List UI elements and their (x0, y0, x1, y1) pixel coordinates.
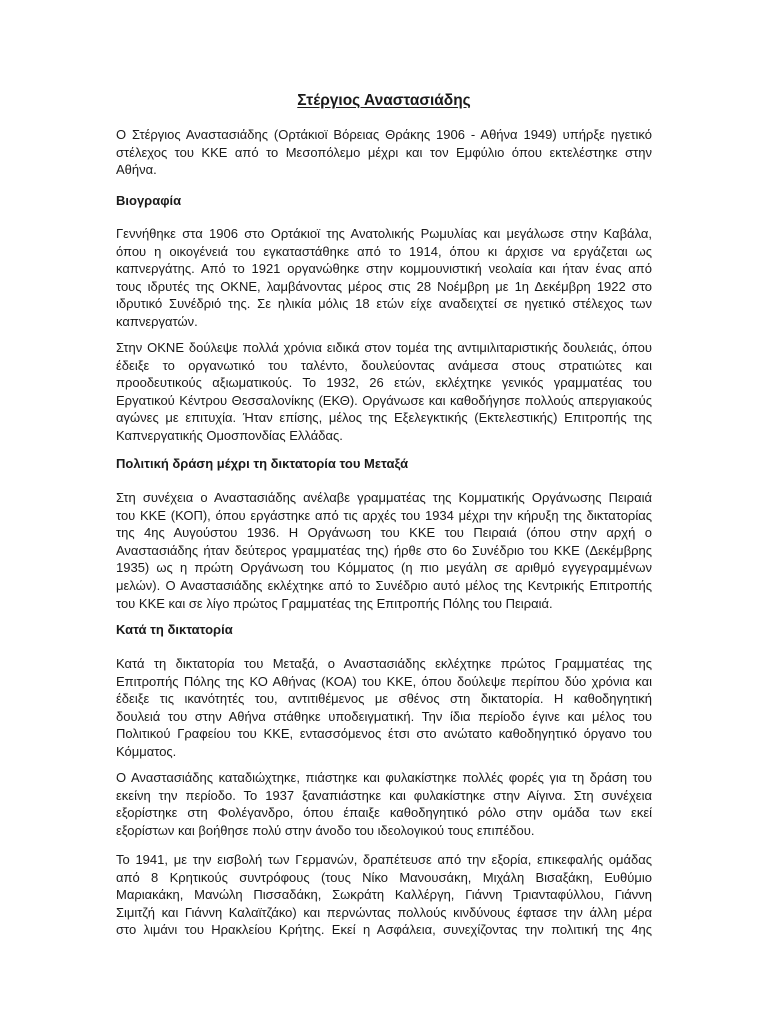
text-line: Γεννήθηκε στα 1906 στο Ορτάκιοϊ της Ανατολικής Ρωμυλίας και μεγάλωσε στην Καβάλα, (116, 226, 652, 241)
dictatorship-paragraph-2 (116, 769, 652, 839)
text-line: στέλεχος του ΚΚΕ από το Μεσοπόλεμο μέχρι και τον Εμφύλιο όπου εκτελέστηκε στην (116, 144, 652, 160)
section-heading-politics: Πολιτική δράση μέχρι τη δικτατορία του Μεταξά (116, 456, 409, 471)
text-line: έδειξε τις ικανότητές του, αντιτιθέμενος με σθένος στη δικτατορία. Η καθοδηγητική (116, 691, 652, 707)
text-line: Εργατικού Κέντρου Θεσσαλονίκης (ΕΚΘ). Οργάνωσε και καθοδήγησε πολλούς απεργιακούς (116, 392, 652, 408)
text-line: 1935) ως η πρώτη Οργάνωση του Κόμματος (η πιο μεγάλη σε αριθμό εγγεγραμμένων (116, 560, 652, 576)
text-line: Ο Αναστασιάδης καταδιώχτηκε, πιάστηκε και φυλακίστηκε πολλές φορές για τη δράση του (116, 770, 652, 785)
text-line: από 8 Κρητικούς συντρόφους (τους Νίκο Μανουσάκη, Μιχάλη Βισαξάκη, Ευθύμιο (116, 869, 652, 885)
text-line: του ΚΚΕ (ΚΟΠ), όπου εργάστηκε από τις αρχές του 1934 μέχρι την κήρυξη της δικτατορίας (116, 507, 652, 523)
text-line: καπνεργατών. (116, 313, 198, 329)
text-line: Πολιτικού Γραφείου του ΚΚΕ, εντασσόμενος έτσι στο ανώτατο καθοδηγητικό όργανο του (116, 726, 652, 742)
text-line: Κόμματος. (116, 743, 177, 759)
text-line: εξορίστηκε στη Φολέγανδρο, όπου έπαιξε καθοδηγητικό ρόλο στην ομάδα των εκεί (116, 805, 652, 821)
intro-paragraph (116, 126, 652, 179)
text-line: Μαριακάκη, Μανώλη Πισσαδάκη, Σωκράτη Καλλέργη, Γιάννη Τριανταφύλλου, Γιάννη (116, 887, 652, 903)
text-line: εκείνη την περίοδο. Το 1937 ξαναπιάστηκε και φυλακίστηκε στην Αίγινα. Στη συνέχεια (116, 787, 652, 803)
text-line: Στη συνέχεια ο Αναστασιάδης ανέλαβε γραμματέας της Κομματικής Οργάνωσης Πειραιά (116, 490, 652, 505)
dictatorship-paragraph-3 (116, 851, 652, 939)
document-title: Στέργιος Αναστασιάδης (297, 92, 471, 109)
document-page (116, 0, 652, 1024)
text-line: Επιτροπής Πόλης της ΚΟ Αθήνας (ΚΟΑ) του ΚΚΕ, όπου δούλεψε περίπου δύο χρόνια και (116, 673, 652, 689)
text-line: Αναστασιάδης ήταν δεύτερος γραμματέας της) ήρθε στο 6ο Συνέδριο του ΚΚΕ (Δεκέμβρης (116, 542, 652, 558)
text-line: ιδρυτικό Συνέδριό της. Σε ηλικία μόλις 18 ετών είχε αναδειχτεί σε ηγετικό στέλεχος των (116, 296, 652, 312)
text-line: στο λιμάνι του Ηρακλείου Κρήτης. Εκεί η Ασφάλεια, συνεχίζοντας την πολιτική της 4ης (116, 922, 652, 938)
text-line: της 4ης Αυγούστου 1936. Η Οργάνωση του ΚΚΕ του Πειραιά (όπου στην αρχή ο (116, 525, 652, 541)
text-line: Αθήνα. (116, 162, 157, 178)
text-line: εξορίστων και βοήθησε πολύ στην άνοδο του ιδεολογικού τους επιπέδου. (116, 822, 535, 838)
text-line: Κατά τη δικτατορία του Μεταξά, ο Αναστασιάδης εκλέχτηκε πρώτος Γραμματέας της (116, 656, 652, 671)
text-line: αγώνες με επιτυχία. Ήταν επίσης, μέλος της Εξελεγκτικής (Εκτελεστικής) Επιτροπής της (116, 410, 652, 426)
text-line: Το 1941, με την εισβολή των Γερμανών, δραπέτευσε από την εξορία, επικεφαλής ομάδας (116, 852, 652, 867)
text-line: τους ιδρυτές της ΟΚΝΕ, λαμβάνοντας μέρος στις 28 Νοέμβρη με 1η Δεκέμβρη 1922 στο (116, 278, 652, 294)
text-line: προοδευτικούς αξιωματικούς. Το 1932, 26 ετών, εκλέχτηκε γενικός γραμματέας του (116, 375, 652, 391)
text-line: Καπνεργατικής Ομοσπονδίας Ελλάδας. (116, 427, 343, 443)
text-line: Σιμιτζή και Γιάννη Καλαϊτζάκο) και περνώντας πολλούς κινδύνους έφτασε την άλλη μέρα (116, 904, 652, 920)
text-line: του ΚΚΕ και σε λίγο πρώτος Γραμματέας της Επιτροπής Πόλης του Πειραιά. (116, 595, 553, 611)
text-line: Στην ΟΚΝΕ δούλεψε πολλά χρόνια ειδικά στον τομέα της αντιμιλιταριστικής δουλειάς, όπου (116, 340, 652, 355)
text-line: Ο Στέργιος Αναστασιάδης (Ορτάκιοϊ Βόρειας Θράκης 1906 - Αθήνα 1949) υπήρξε ηγετικό (116, 127, 652, 142)
text-line: μελών). Ο Αναστασιάδης εκλέχτηκε από το Συνέδριο αυτό μέλος της Κεντρικής Επιτροπής (116, 577, 652, 593)
section-heading-biography: Βιογραφία (116, 193, 182, 208)
biography-paragraph-1 (116, 225, 652, 331)
biography-paragraph-2 (116, 339, 652, 445)
text-line: δουλειά του στην Αθήνα στάθηκε υποδειγματική. Την ίδια περίοδο έγινε και μέλος του (116, 708, 652, 724)
text-line: όπου η οικογένειά του εγκαταστάθηκε από το 1914, όπου κι άρχισε να εργάζεται ως (116, 243, 652, 259)
text-line: έδειξε το οργανωτικό του ταλέντο, δουλεύοντας ανάμεσα στους στρατιώτες και (116, 357, 652, 373)
politics-paragraph-1 (116, 489, 652, 612)
text-line: καπνεργάτης. Από το 1921 οργανώθηκε στην κομμουνιστική νεολαία και ήταν ένας από (116, 261, 652, 277)
section-heading-dictatorship: Κατά τη δικτατορία (116, 622, 233, 637)
dictatorship-paragraph-1 (116, 655, 652, 761)
